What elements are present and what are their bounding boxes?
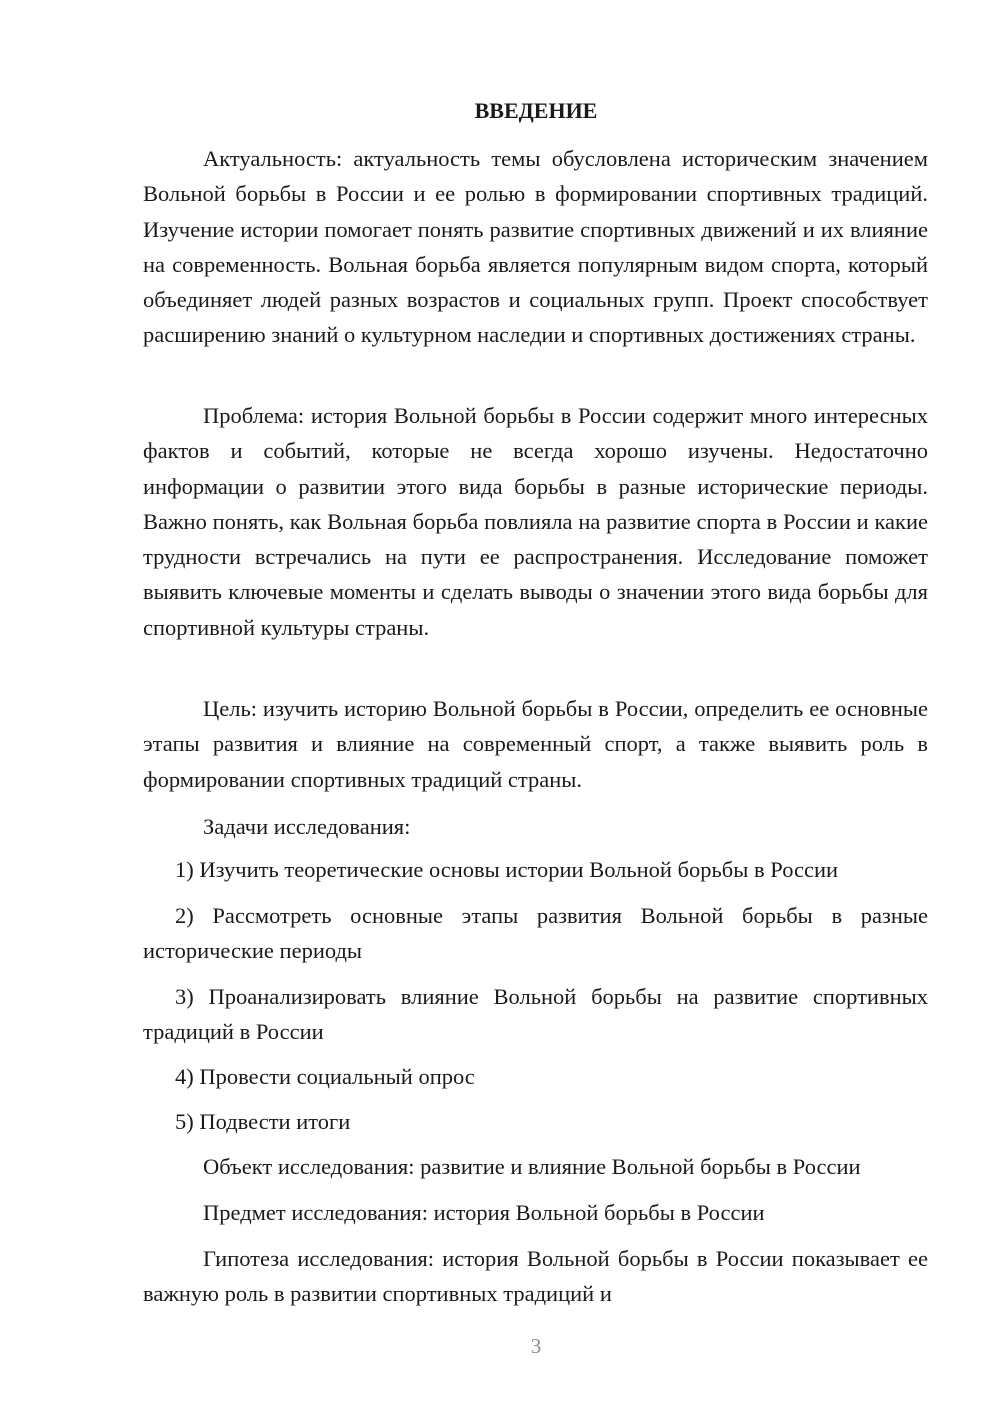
paragraph-hypothesis: Гипотеза исследования: история Вольной борьбы в России показывает ее важную роль в развитии спортивных традиций и — [143, 1246, 928, 1307]
tasks-heading: Задачи исследования: — [203, 814, 411, 839]
paragraph-problem: Проблема: история Вольной борьбы в России содержит много интересных фактов и событий, которые не всегда хорошо изучены. Недостаточно информации о развитии этого вида борьбы в разные исторические периоды. Важно понять, как Вольная борьба повлияла на развитие спорта в России и какие трудности встречались на пути ее распространения. Исследование поможет выявить ключевые моменты и сделать выводы о значении этого вида борьбы для спортивной культуры страны. — [143, 403, 928, 640]
list-item-task-4: 4) Провести социальный опрос — [175, 1064, 475, 1089]
paragraph-subject: Предмет исследования: история Вольной борьбы в России — [203, 1200, 765, 1225]
list-item-task-5: 5) Подвести итоги — [175, 1109, 351, 1134]
page-title: ВВЕДЕНИЕ — [474, 98, 598, 123]
list-item-task-3: 3) Проанализировать влияние Вольной борьбы на развитие спортивных традиций в России — [143, 984, 928, 1045]
paragraph-object: Объект исследования: развитие и влияние Вольной борьбы в России — [203, 1154, 861, 1179]
page-number: 3 — [530, 1334, 542, 1358]
list-item-task-1: 1) Изучить теоретические основы истории Вольной борьбы в России — [175, 857, 839, 882]
list-item-task-2: 2) Рассмотреть основные этапы развития Вольной борьбы в разные исторические периоды — [143, 903, 928, 964]
paragraph-goal: Цель: изучить историю Вольной борьбы в России, определить ее основные этапы развития и влияние на современный спорт, а также выявить роль в формировании спортивных традиций страны. — [143, 696, 928, 792]
paragraph-relevance: Актуальность: актуальность темы обусловлена историческим значением Вольной борьбы в России и ее ролью в формировании спортивных традиций. Изучение истории помогает понять развитие спортивных движений и их влияние на современность. Вольная борьба является популярным видом спорта, который объединяет людей разных возрастов и социальных групп. Проект способствует расширению знаний о культурном наследии и спортивных достижениях страны. — [143, 146, 928, 348]
